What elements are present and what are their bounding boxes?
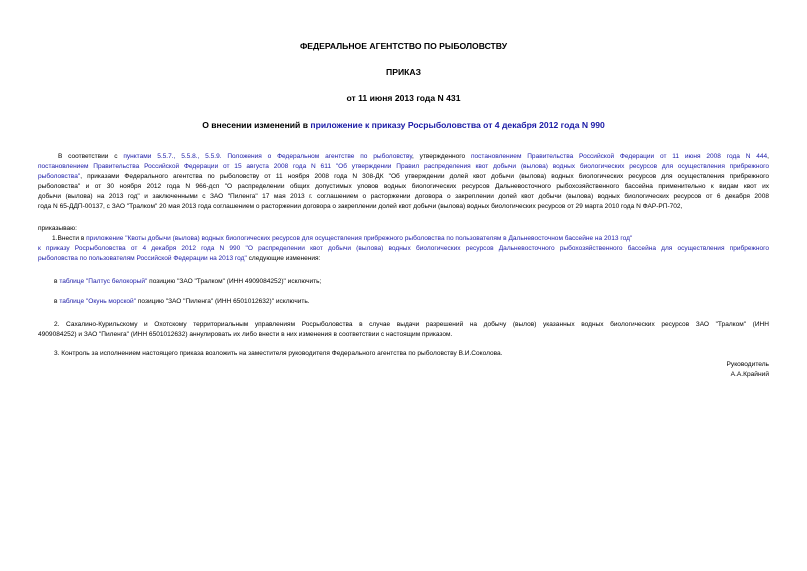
item-2-line-2: 4909084252) и ЗАО "Пиленга" (ИНН 6501012632) аннулировать их либо внести в них изменения в соответствии с настоящим приказом.: [38, 331, 453, 338]
change-1: [54, 277, 321, 287]
subject-link[interactable]: приложение к приказу Росрыболовства от 4 декабря 2012 года N 990: [310, 120, 605, 130]
change-text: позицию "ЗАО "Пиленга" (ИНН 6501012632)" исключить.: [136, 298, 310, 305]
subject-prefix: О внесении изменений в: [202, 120, 311, 130]
preamble-line-2: [38, 162, 769, 172]
item-3: 3. Контроль за исполнением настоящего приказа возложить на заместителя руководителя Федерального агентства по рыболовству В.И.Соколова.: [54, 350, 503, 357]
item-1-text: следующие изменения:: [246, 255, 321, 262]
item-1-line-1: [52, 234, 632, 244]
link-government-decree-611[interactable]: постановлением Правительства Российской Федерации от 15 августа 2008 года N 611 "Об утверждении Правил распределения квот добычи (вылова) водных биологических ресурсов для осуществления прибрежного: [38, 163, 769, 170]
link-order-990[interactable]: к приказу Росрыболовства от 4 декабря 2012 года N 990 "О распределении квот добычи (вылова) водных биологических ресурсов Дальневосточного рыбохозяйственного бассейна для осуществления прибрежного: [38, 245, 769, 252]
preamble-text: ,: [767, 153, 769, 160]
signature-name: А.А.Крайний: [730, 371, 769, 378]
link-government-decree-444[interactable]: постановлением Правительства Российской Федерации от 11 июня 2008 года N 444: [470, 153, 768, 160]
preamble-line-1: [58, 152, 769, 162]
link-table-halibut[interactable]: таблице "Палтус белокорый": [59, 278, 148, 285]
signature-title: Руководитель: [726, 361, 769, 368]
preamble-line-5: добычи (вылова) на 2013 год" и заключенными с ЗАО "Пиленга" 17 мая 2013 г. соглашением о расторжении договора о закреплении долей квот добычи (вылова) водных биологических ресурсов от 6 декабря 2008: [38, 193, 769, 200]
item-2-line-1: 2. Сахалино-Курильскому и Охотскому территориальным управлениям Росрыболовства в случае выдачи разрешений на добычу (вылов) указанных водных биологических ресурсов ЗАО "Тралком" (ИНН: [54, 321, 769, 328]
link-order-990-end[interactable]: рыболовства по пользователям Российской Федерации на 2013 год": [38, 255, 247, 262]
preamble-line-4: рыболовства" и от 30 ноября 2012 года N 966-дсп "О распределении общих допустимых уловов водных биологических ресурсов Дальневосточного рыбохозяйственного бассейна применительно к видам квот их: [38, 183, 769, 190]
item-1-line-2: [38, 244, 769, 254]
change-2: [54, 297, 310, 307]
preamble-text: , приказами Федерального агентства по рыболовству от 11 ноября 2008 года N 308-ДК "Об утверждении долей квот добычи (вылова) водных биологических ресурсов для осуществления прибрежного: [80, 173, 769, 180]
change-text: в: [54, 278, 60, 285]
change-text: позицию "ЗАО "Тралком" (ИНН 4909084252)" исключить;: [147, 278, 322, 285]
order-word: приказываю:: [38, 225, 77, 232]
preamble-line-6: года N 65-ДДП-00137, с ЗАО "Тралком" 20 мая 2013 года соглашением о расторжении договора о закреплении долей квот добычи (вылова) водных биологических ресурсов от 29 марта 2010 года N ФАР-РП-702,: [38, 203, 683, 210]
preamble-text: В соответствии с: [58, 153, 124, 160]
item-1-text: 1.Внести в: [52, 235, 87, 242]
agency-title: ФЕДЕРАЛЬНОЕ АГЕНТСТВО ПО РЫБОЛОВСТВУ: [299, 41, 508, 51]
link-government-decree-611-end[interactable]: рыболовства": [38, 173, 81, 180]
link-regulation-points[interactable]: пунктами 5.5.7., 5.5.8., 5.5.9. Положения о Федеральном агентстве по рыболовству: [123, 153, 412, 160]
document-date-number: от 11 июня 2013 года N 431: [346, 93, 461, 103]
document-subject: [0, 120, 807, 130]
link-table-sea-perch[interactable]: таблице "Окунь морской": [59, 298, 137, 305]
item-1-line-3: [38, 254, 320, 264]
preamble-text: , утвержденного: [411, 153, 471, 160]
document-type: ПРИКАЗ: [386, 67, 421, 77]
link-appendix-quotas[interactable]: приложение "Квоты добычи (вылова) водных биологических ресурсов для осуществления прибрежного рыболовства по пользователям в Дальневосточном бассейне на 2013 год": [86, 235, 633, 242]
preamble-line-3: [38, 172, 769, 182]
change-text: в: [54, 298, 60, 305]
